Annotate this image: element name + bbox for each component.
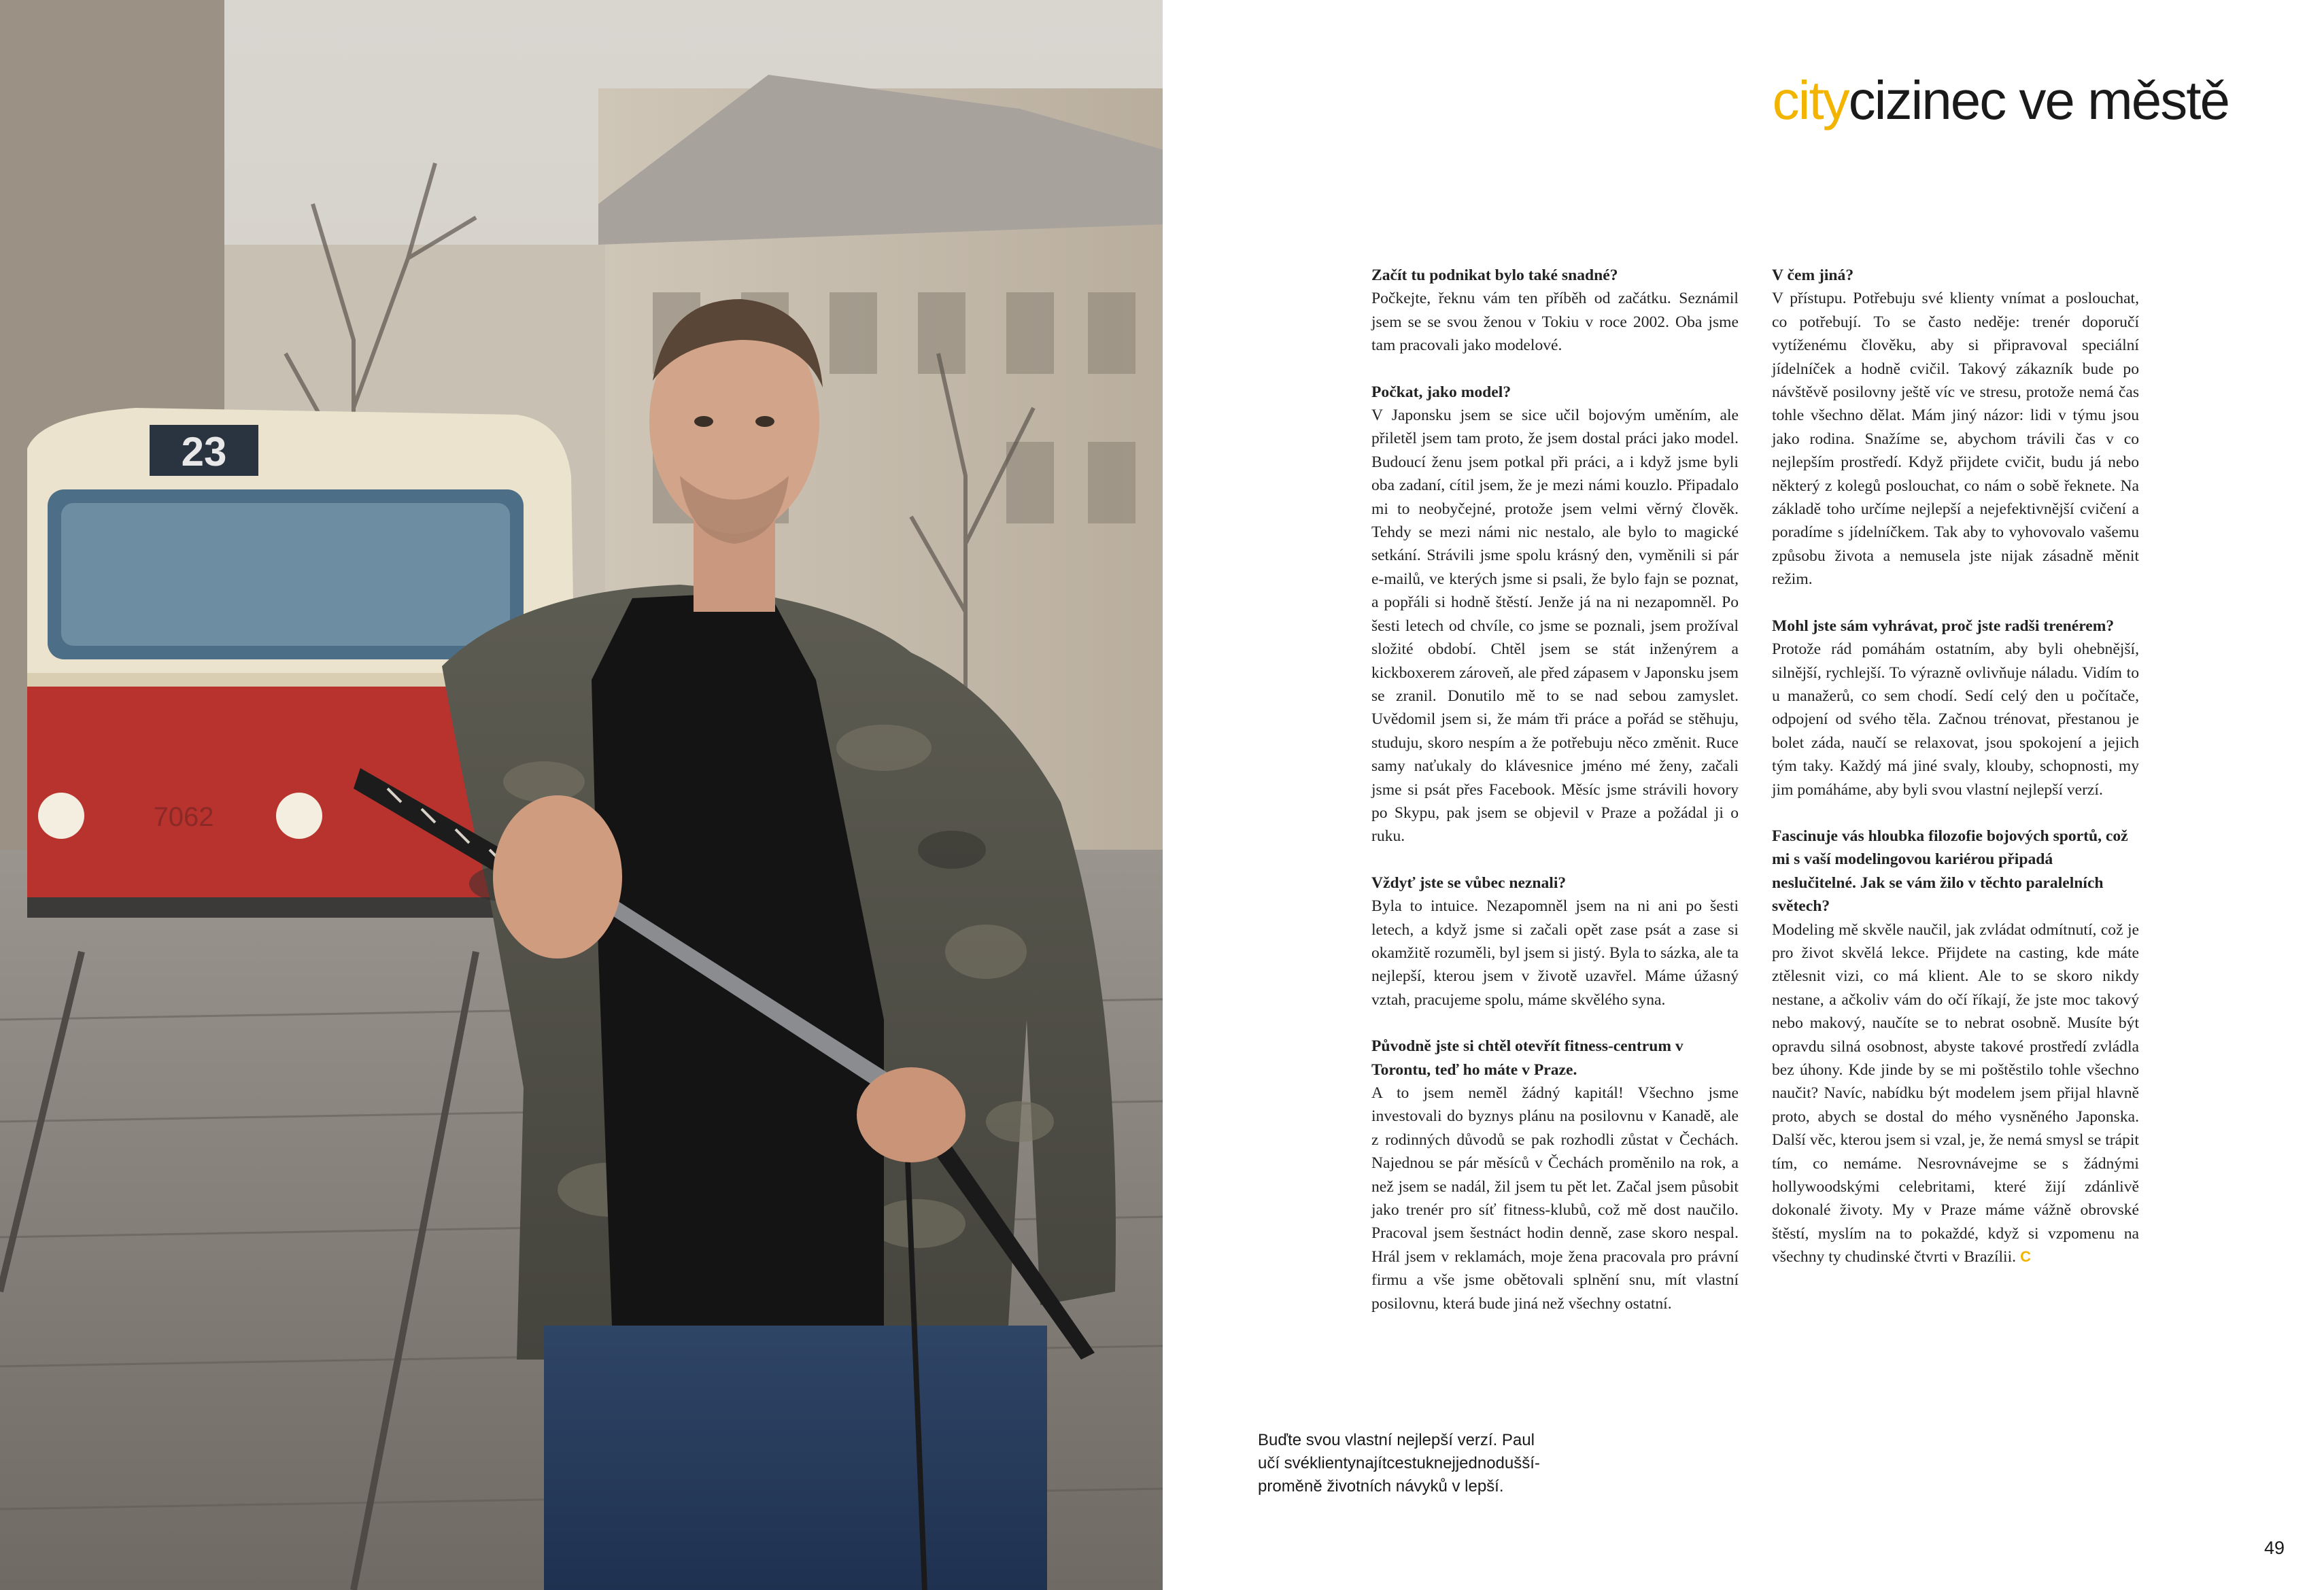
question: Mohl jste sám vyhrávat, proč jste radši trenérem? <box>1772 617 2115 635</box>
section-header-title: cizinec ve městě <box>1848 70 2229 131</box>
answer: V přístupu. Potřebuju své klienty vnímat a poslouchat, co potřebují. To se často neděje: trenér doporučí vytíženému člověku, aby si připravoval speciální jídelníček a hodně cvičil. Takový zákazník bude po návštěvě posilovny ještě víc ve stresu, protože nemá čas tohle všechno dělat. Mám jiný názor: lidi v týmu jsou jako rodina. Snažíme se, abychom trávili čas v co nejlepším prostředí. Když přijdete cvičit, budu já nebo některý z kolegů poslouchat, co nám o sobě řeknete. Na základě toho určíme nejlepší a nejefektivnější cvičení a poradíme s jídelníčkem. Tak aby to vyhovovalo vašemu způsobu života a nemusela jste nijak zásadně měnit režim. <box>1772 290 2139 589</box>
qa-block <box>1371 1035 1739 1315</box>
qa-block <box>1371 381 1739 848</box>
answer: Protože rád pomáhám ostatním, aby byli ohebnější, silnější, rychlejší. To výrazně ovlivňuje náladu. Vidím to u manažerů, co sem chodí. Sedí celý den u počítače, odpojení od svého těla. Začnou trénovat, přestanou je bolet záda, naučí se relaxovat, jsou spokojení a jejich tým taky. Každý má jiné svaly, klouby, schopnosti, my jim pomáháme, aby byli svou vlastní nejlepší verzí. <box>1772 640 2139 799</box>
tram-vehicle-number: 7062 <box>153 802 214 832</box>
qa-block <box>1772 264 2139 591</box>
qa-block <box>1371 871 1739 1012</box>
question: Počkat, jako model? <box>1371 383 1511 401</box>
end-mark-icon: C <box>2020 1248 2031 1266</box>
question: V čem jiná? <box>1772 266 1854 284</box>
article-column-1 <box>1371 264 1739 1338</box>
answer: V Japonsku jsem se sice učil bojovým uměním, ale přiletěl jsem tam proto, že jsem dostal práci jako model. Budoucí ženu jsem potkal při práci, a i když jsme byli oba zadaní, cítil jsem, že je mezi námi kouzlo. Připadalo mi to neobyčejné, protože jsem velmi věrný člověk. Tehdy se mezi námi nic nestalo, ale bylo to magické setkání. Strávili jsme spolu krásný den, vyměnili si pár e-mailů, ve kterých jsme si psali, že bylo fajn se poznat, a popřáli si hodně štěstí. Jenže já na ni nezapomněl. Po šesti letech od chvíle, co jsme se poznali, jsem prožíval složité období. Chtěl jsem se stát inženýrem a kickboxerem zároveň, ale před zápasem v Japonsku jsem se zranil. Donutilo mě to se nad sebou zamyslet. Uvědomil jsem si, že mám tři práce a pořád se stěhuju, studuju, skoro nespím a že potřebuju něco změnit. Ruce samy naťukaly do klávesnice jméno mé ženy, začali jsme si psát přes Facebook. Měsíc jsme strávili hovory po Skypu, pak jsem se objevil v Praze a požádal ji o ruku. <box>1371 407 1739 846</box>
photo-caption: Buďte svou vlastní nejlepší verzí. Paul učí svéklientynajítcestuknejjednoduššíproměně životních návyků v lepší. <box>1258 1431 1540 1496</box>
qa-block <box>1772 825 2139 1269</box>
answer-text: Modeling mě skvěle naučil, jak zvládat odmítnutí, což je pro život skvělá lekce. Přijdete na casting, kde máte ztělesnit vizi, co má klient. Ale to se skoro nikdy nestane, a ačkoliv vám do očí říkají, že jste moc takový nebo makový, naučíte se to nebrat osobně. Musíte být opravdu silná osobnost, abyste takové prostředí zvládla bez úhony. Kde jinde by se mi poštěstilo tohle všechno naučit? Navíc, nabídku být modelem jsem přijal hlavně proto, abych se dostal do mého vysněného Japonska. Další věc, kterou jsem si vzal, je, že nemá smysl se trápit tím, co nemáme. Nesrovnávejme se s žádnými hollywoodskými celebritami, které žijí zdánlivě dokonalé životy. My v Praze máme vážně obrovské štěstí, myslím na to pokaždé, když si vzpomenu na všechny ty chudinské čtvrti v Brazílii. <box>1772 920 2139 1266</box>
page-number: 49 <box>2263 1538 2285 1558</box>
section-header-accent: city <box>1772 70 1849 131</box>
question: Původně jste si chtěl otevřít fitness-centrum v Torontu, teď ho máte v Praze. <box>1371 1037 1684 1079</box>
answer: Byla to intuice. Nezapomněl jsem na ni ani po šesti letech, a když jsme si začali opět zase psát a zase si okamžitě rozuměli, byl jsem si jistý. Byla to sázka, ale ta nejlepší, kterou jsem v životě uzavřel. Máme úžasný vztah, pracujeme spolu, máme skvělého syna. <box>1371 897 1739 1009</box>
question: Začít tu podnikat bylo také snadné? <box>1371 266 1618 284</box>
article-column-2 <box>1772 264 2139 1292</box>
qa-block <box>1772 615 2139 801</box>
answer <box>1772 918 2139 1269</box>
section-header <box>1772 70 2229 131</box>
tram-route-number: 23 <box>181 429 227 474</box>
qa-block <box>1371 264 1739 358</box>
question: Vždyť jste se vůbec neznali? <box>1371 874 1567 892</box>
question: Fascinuje vás hloubka filozofie bojových sportů, což mi s vaší modelingovou kariérou připadá neslučitelné. Jak se vám žilo v těchto paralelních světech? <box>1772 827 2128 916</box>
answer: A to jsem neměl žádný kapitál! Všechno jsme investovali do byznys plánu na posilovnu v Kanadě, ale z rodinných důvodů se pak rozhodli zůstat v Čechách. Najednou se pár měsíců v Čechách proměnilo na rok, a než jsem se nadál, žil jsem tu pět let. Začal jsem působit jako trenér pro síť fitness-klubů, což mě dost naučilo. Pracoval jsem šestnáct hodin denně, zase skoro nespal. Hrál jsem v reklamách, moje žena pracovala pro právní firmu a vše jsme obětovali splnění snu, mít vlastní posilovnu, která bude jiná než všechny ostatní. <box>1371 1084 1739 1313</box>
answer: Počkejte, řeknu vám ten příběh od začátku. Seznámil jsem se se svou ženou v Tokiu v roce 2002. Oba jsme tam pracovali jako modelové. <box>1371 290 1739 355</box>
